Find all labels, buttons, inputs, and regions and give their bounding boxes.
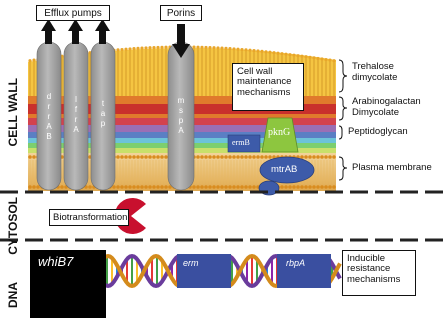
- biotransformation-callout: Biotransformation: [49, 209, 129, 226]
- layer-label-peptidoglycan: Peptidoglycan: [348, 126, 408, 137]
- mtrab-label: mtrAB: [271, 164, 298, 175]
- porin-mspa-label: m s p A: [177, 96, 185, 135]
- pkng-label: pknG: [268, 127, 291, 138]
- efflux-pumps-label: Efflux pumps: [36, 5, 110, 21]
- inducible-resistance-callout: Inducible resistance mechanisms: [342, 250, 416, 296]
- cell-wall-maintenance-callout: Cell wall maintenance mechanisms: [232, 63, 304, 111]
- section-label-dna: DNA: [6, 282, 20, 308]
- layer-label-plasma-membrane: Plasma membrane: [352, 162, 432, 173]
- gene-label-whib7: whiB7: [38, 254, 74, 269]
- porins-label: Porins: [160, 5, 202, 21]
- pump-lfra-label: l f r A: [73, 95, 79, 134]
- section-label-cell-wall: CELL WALL: [6, 78, 20, 147]
- pump-drrab-label: d r r A B: [46, 92, 52, 141]
- ermb-label: ermB: [232, 138, 250, 147]
- pump-tap-label: t a p: [100, 99, 106, 128]
- section-label-cytosol: CYTOSOL: [6, 197, 20, 255]
- layer-label-trehalose: Trehalose dimycolate: [352, 61, 398, 83]
- layer-label-arabinogalactan: Arabinogalactan Dimycolate: [352, 96, 421, 118]
- layer-braces: [339, 60, 347, 180]
- efflux-arrow-2: [68, 19, 83, 44]
- efflux-arrow-3: [95, 19, 110, 44]
- efflux-arrow-1: [41, 19, 56, 44]
- gene-label-erm: erm: [183, 258, 199, 268]
- gene-label-rbpa: rbpA: [286, 258, 306, 268]
